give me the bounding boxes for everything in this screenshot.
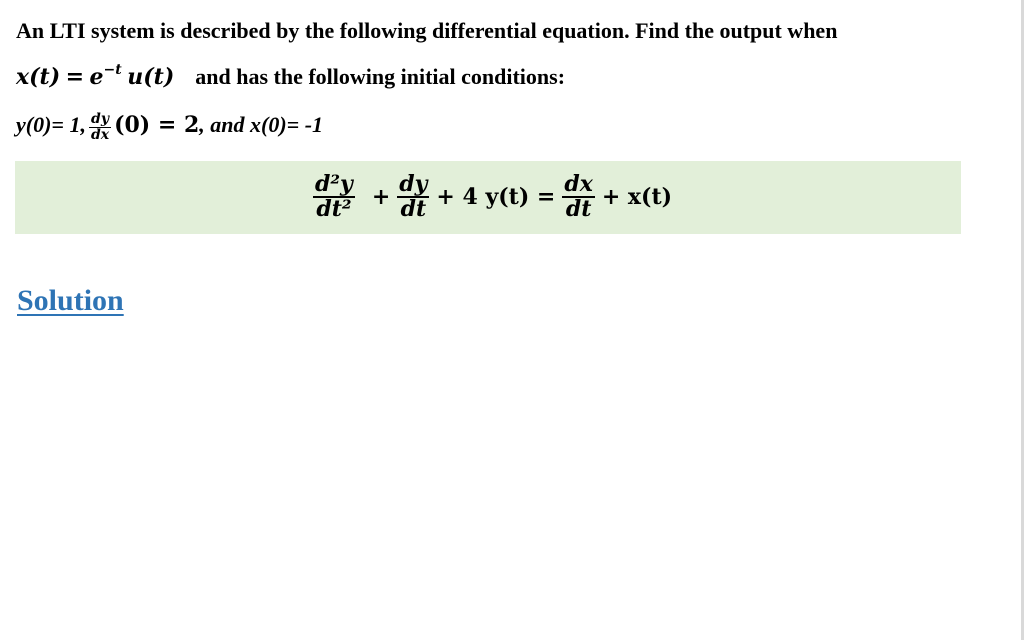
differential-equation [310,165,676,229]
ic-y0: y(0)= 1, [16,112,86,138]
ic-derivative-fraction [89,112,111,142]
input-base: e [89,64,104,90]
eq-middle-terms: + 4 y(t) = [436,184,556,210]
ic-deriv-num: dy [91,111,109,127]
problem-sentence-1: An LTI system is described by the following differential equation. Find the output when [16,18,838,43]
ic-deriv-den: dx [90,126,110,143]
eq-input-derivative [562,170,595,222]
problem-sentence-2: and has the following initial conditions: [195,64,566,89]
eq-term2-den: dt [400,196,427,222]
input-exponent: −t [103,62,122,78]
eq-input-term: + x(t) [601,184,673,210]
eq-plus: + [371,184,391,210]
eq-term4-num: dx [564,170,593,197]
eq-second-derivative [313,170,355,222]
solution-heading: Solution [17,284,124,317]
input-lhs: x(t) [16,64,61,90]
ic-deriv-value: (0) = 2 [114,112,200,139]
eq-first-derivative [397,170,429,222]
input-step: u(t) [127,64,175,90]
input-equals: = [65,64,85,90]
problem-line-2 [16,62,565,90]
eq-term1-den: dt² [316,196,352,222]
eq-term2-num: dy [399,170,428,197]
ic-x0: , and x(0)= -1 [199,112,324,138]
eq-term1-num: d²y [315,170,353,197]
initial-conditions [16,112,323,142]
eq-term4-den: dt [565,196,592,222]
